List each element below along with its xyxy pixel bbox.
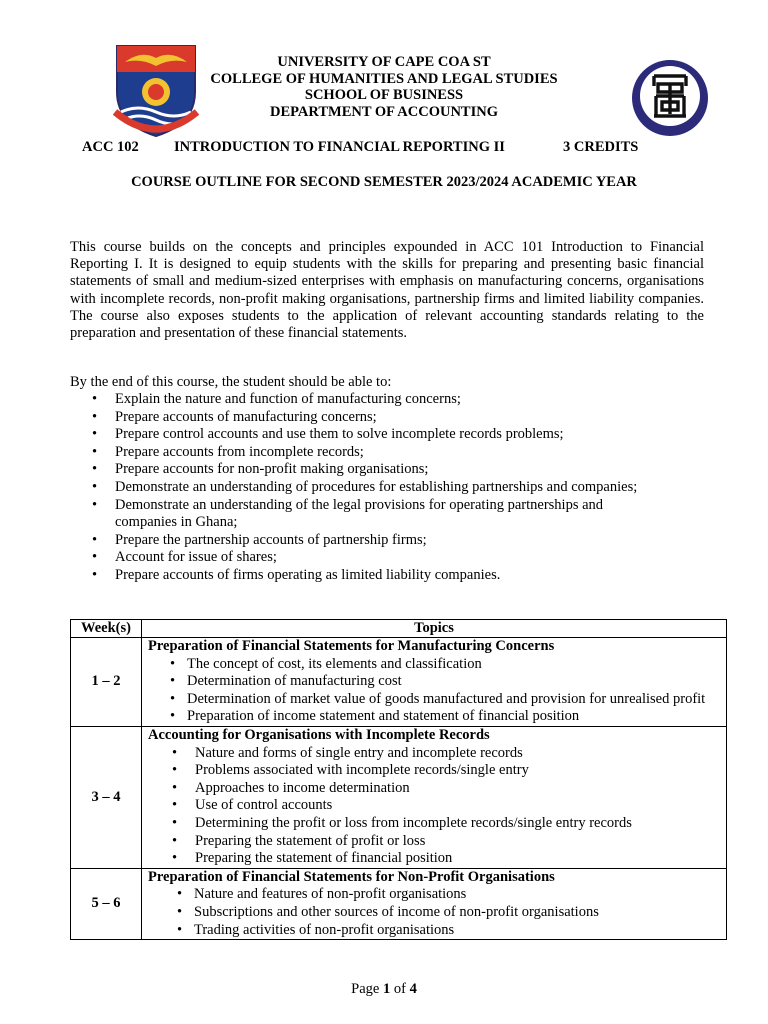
course-code: ACC 102	[82, 139, 139, 155]
weeks-column-header: Week(s)	[71, 620, 142, 638]
list-item: • Preparation of income statement and statement of financial position	[142, 708, 726, 726]
objective-item: • Explain the nature and function of manufacturing concerns;	[70, 391, 710, 409]
list-item: • Nature and forms of single entry and incomplete records	[142, 745, 726, 763]
objective-item: • Prepare accounts of firms operating as limited liability companies.	[70, 567, 710, 585]
list-item: • Subscriptions and other sources of income of non-profit organisations	[142, 904, 726, 922]
objective-item: • Prepare accounts of manufacturing concerns;	[70, 409, 710, 427]
topic-cell	[142, 726, 727, 868]
department-name: DEPARTMENT OF ACCOUNTING	[269, 103, 498, 120]
objective-item: • Prepare accounts from incomplete records;	[70, 444, 710, 462]
table-header-row	[71, 620, 727, 638]
objective-item: • Prepare control accounts and use them to solve incomplete records problems;	[70, 426, 710, 444]
week-cell: 5 – 6	[71, 868, 142, 939]
objective-item: • Account for issue of shares;	[70, 549, 710, 567]
list-item: • Nature and features of non-profit organisations	[142, 886, 726, 904]
objective-item: • Demonstrate an understanding of procedures for establishing partnerships and companies;	[70, 479, 710, 497]
topic-list	[142, 886, 726, 939]
topic-title: Accounting for Organisations with Incomplete Records	[148, 726, 490, 743]
outline-title: COURSE OUTLINE FOR SECOND SEMESTER 2023/2024 ACADEMIC YEAR	[131, 174, 637, 190]
objective-item: • Demonstrate an understanding of the legal provisions for operating partnerships and companies in Ghana;	[70, 497, 710, 532]
topics-column-header: Topics	[142, 620, 727, 638]
topic-list	[142, 656, 726, 726]
objectives-list	[70, 391, 710, 585]
course-description: This course builds on the concepts and principles expounded in ACC 101 Introduction to Financial Reporting I. It is designed to equip students with the skills for preparing and presenting basic financial statements of small and medium-sized enterprises with emphasis on manufacturing concerns, organisations with incomplete records, non-profit making organisations, partnership firms and limited liability companies. The course also exposes students to the application of relevant accounting standards relating to the preparation and presentation of these financial statements.	[70, 239, 704, 342]
topic-cell	[142, 638, 727, 727]
list-item: • Determination of market value of goods manufactured and provision for unrealised profit	[142, 691, 726, 709]
list-item: • Preparing the statement of financial position	[142, 850, 726, 868]
table-row	[71, 868, 727, 939]
of-word: of	[393, 981, 406, 997]
list-item: • Trading activities of non-profit organisations	[142, 922, 726, 940]
list-item: • Preparing the statement of profit or loss	[142, 833, 726, 851]
university-name: UNIVERSITY OF CAPE COA ST	[277, 54, 491, 70]
objective-item: • Prepare accounts for non-profit making organisations;	[70, 461, 710, 479]
document-header	[0, 54, 768, 120]
table-row	[71, 726, 727, 868]
list-item: • Problems associated with incomplete records/single entry	[142, 762, 726, 780]
topic-list	[142, 745, 726, 868]
topics-table	[70, 619, 727, 940]
college-name: COLLEGE OF HUMANITIES AND LEGAL STUDIES	[210, 70, 558, 87]
list-item: • Determination of manufacturing cost	[142, 673, 726, 691]
list-item: • The concept of cost, its elements and classification	[142, 656, 726, 674]
objective-item: • Prepare the partnership accounts of partnership firms;	[70, 532, 710, 550]
course-credits: 3 CREDITS	[563, 139, 639, 155]
course-title: INTRODUCTION TO FINANCIAL REPORTING II	[174, 139, 505, 155]
topic-title: Preparation of Financial Statements for Manufacturing Concerns	[148, 638, 555, 654]
page-footer	[0, 981, 768, 998]
list-item: • Use of control accounts	[142, 797, 726, 815]
total-pages: 4	[409, 981, 417, 997]
topic-cell	[142, 868, 727, 939]
list-item: • Determining the profit or loss from incomplete records/single entry records	[142, 815, 726, 833]
topic-title: Preparation of Financial Statements for Non-Profit Organisations	[148, 868, 555, 885]
objectives-lead: By the end of this course, the student should be able to:	[70, 374, 392, 390]
list-item: • Approaches to income determination	[142, 780, 726, 798]
page-word: Page	[351, 981, 380, 997]
school-name: SCHOOL OF BUSINESS	[304, 87, 464, 103]
page-number: 1	[382, 981, 391, 997]
table-row	[71, 638, 727, 727]
week-cell: 3 – 4	[71, 726, 142, 868]
week-cell: 1 – 2	[71, 638, 142, 727]
